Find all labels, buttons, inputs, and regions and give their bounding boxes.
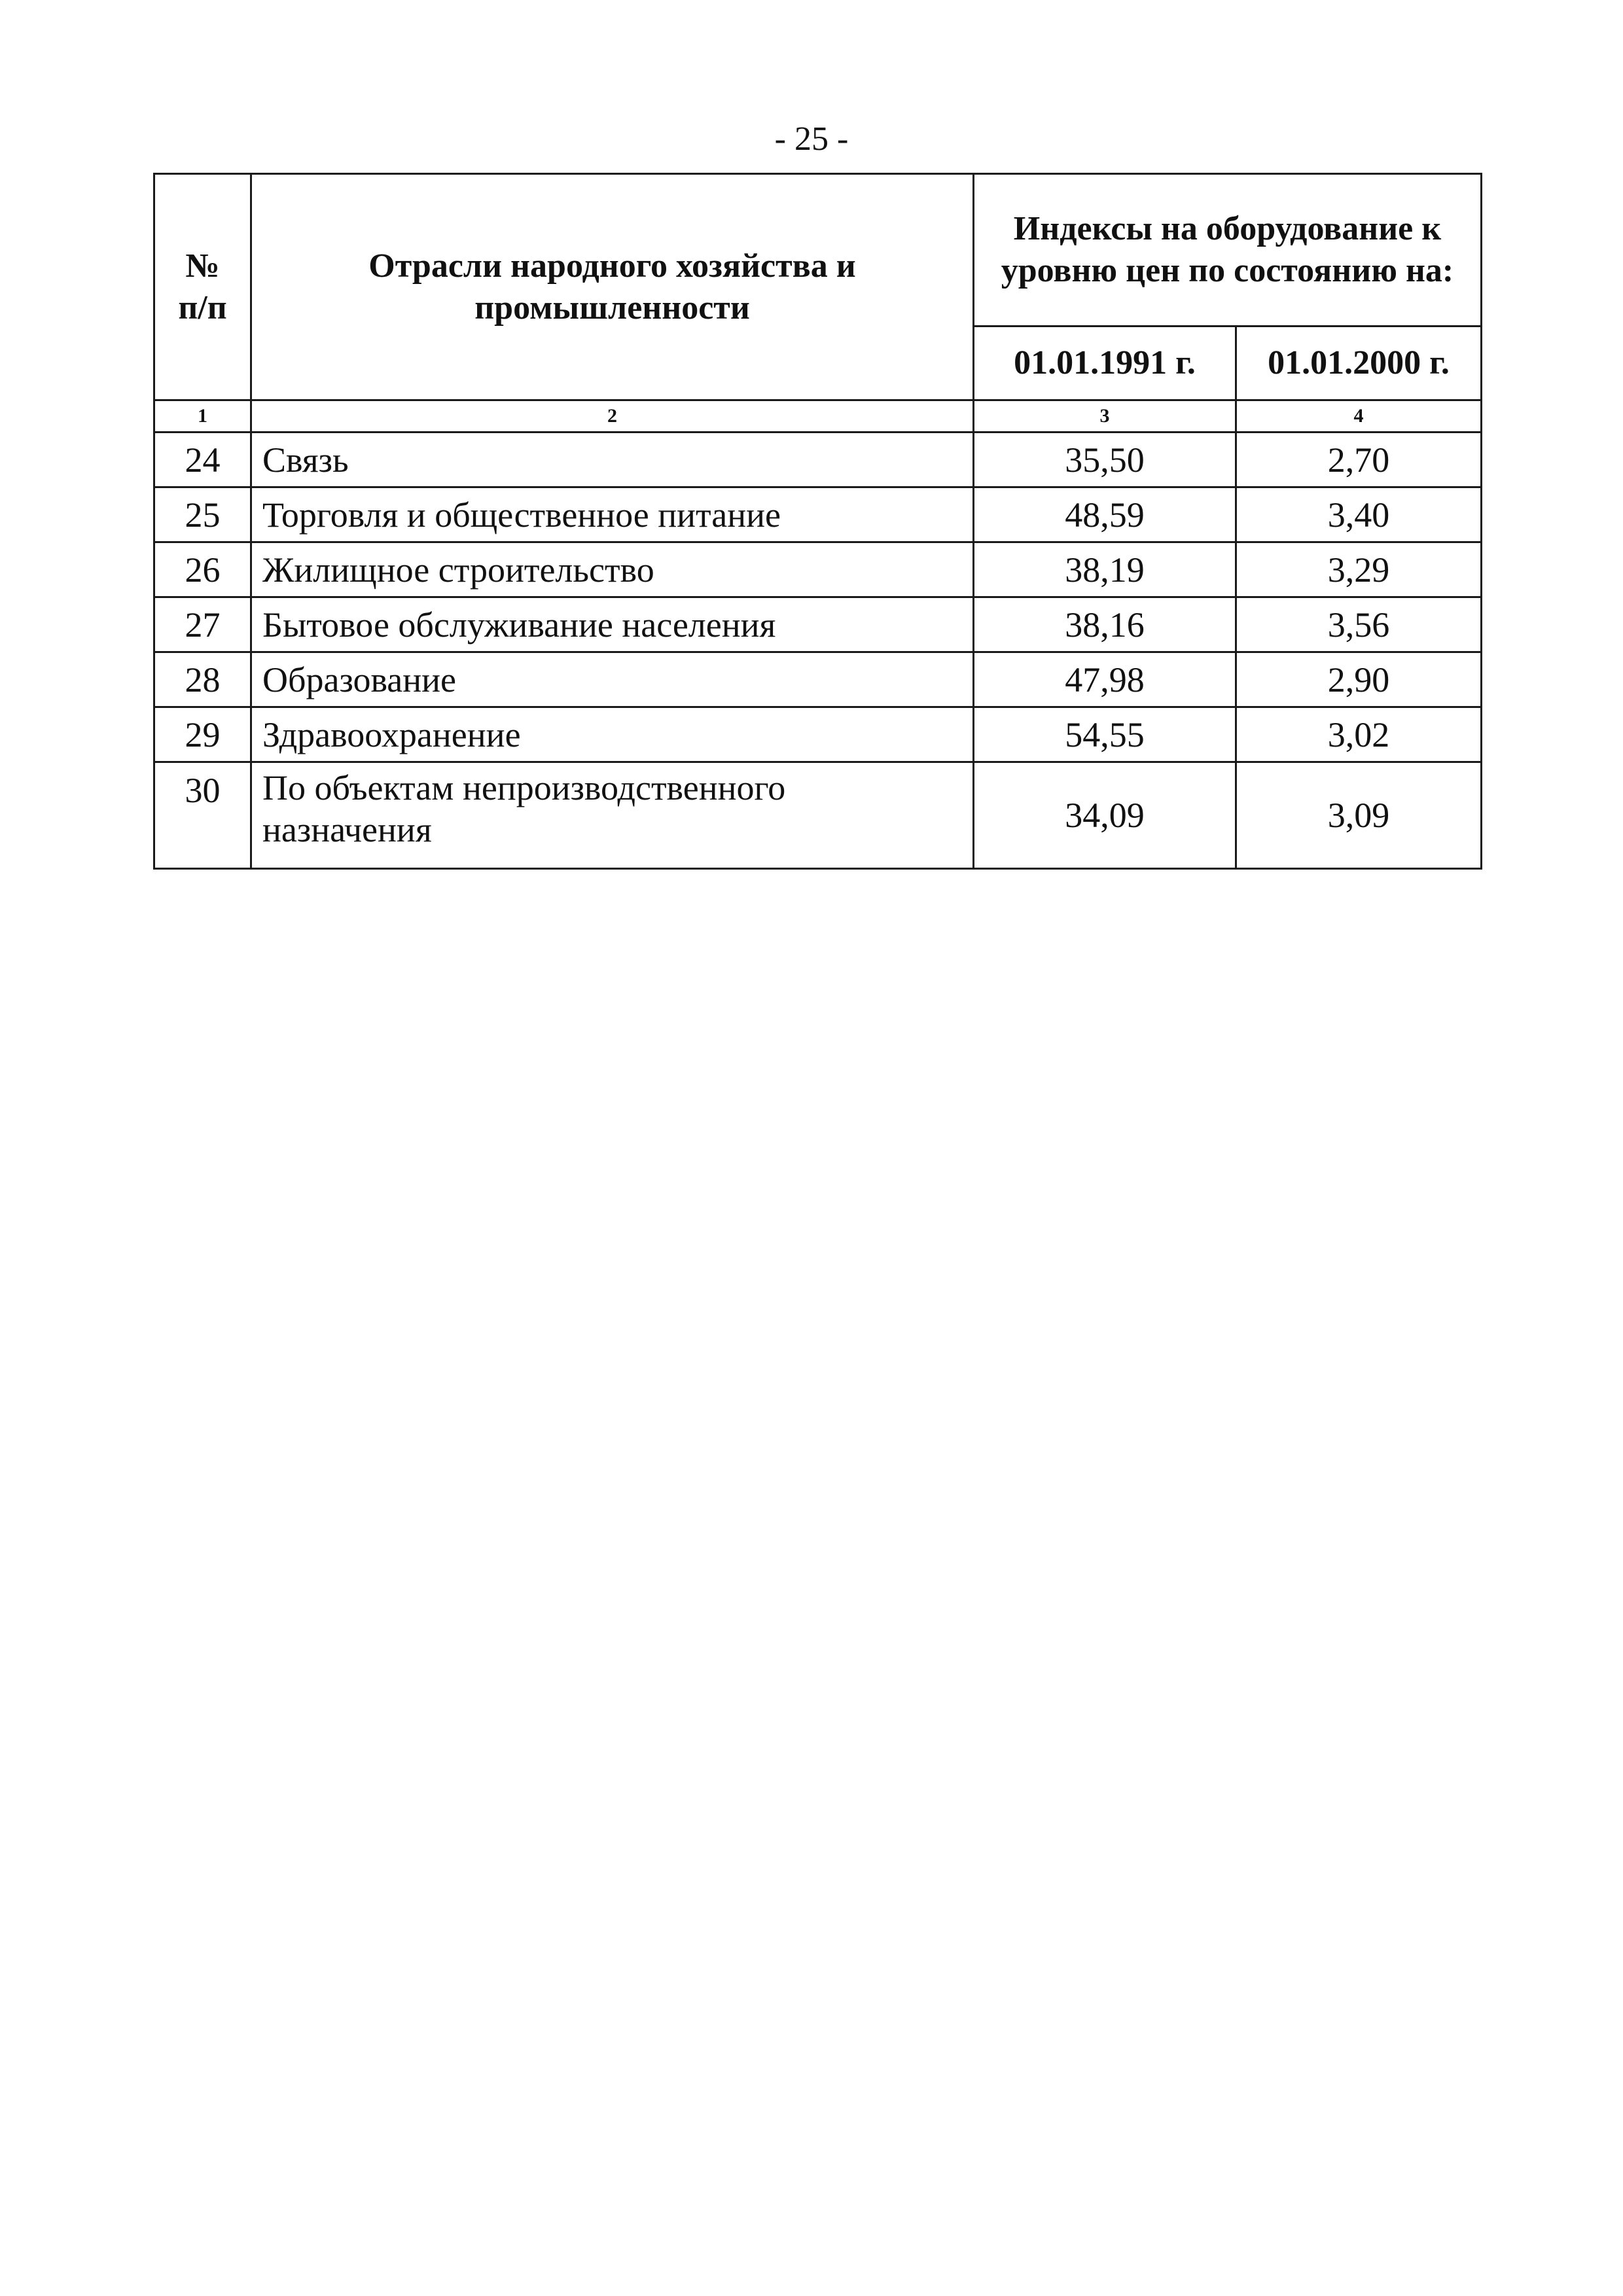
- column-number: 1: [154, 400, 251, 433]
- industry-name: Здравоохранение: [251, 707, 974, 762]
- industry-name: По объектам непроизводственного назначения: [251, 762, 974, 869]
- index-2000: 3,02: [1236, 707, 1482, 762]
- index-1991: 38,19: [974, 542, 1236, 597]
- index-2000: 2,90: [1236, 652, 1482, 707]
- index-1991: 34,09: [974, 762, 1236, 869]
- row-number: 26: [154, 542, 251, 597]
- row-number: 28: [154, 652, 251, 707]
- index-1991: 48,59: [974, 487, 1236, 542]
- column-number: 3: [974, 400, 1236, 433]
- row-number: 25: [154, 487, 251, 542]
- index-2000: 3,09: [1236, 762, 1482, 869]
- table-row: [154, 707, 1482, 762]
- index-1991: 38,16: [974, 597, 1236, 652]
- industry-name: Торговля и общественное питание: [251, 487, 974, 542]
- page-number: - 25 -: [774, 120, 849, 158]
- header-industry-column: Отрасли народного хозяйства и промышленности: [251, 174, 974, 400]
- column-number-row: [154, 400, 1482, 433]
- row-number: 29: [154, 707, 251, 762]
- header-date-1991: 01.01.1991 г.: [974, 327, 1236, 400]
- table-row: [154, 762, 1482, 869]
- price-index-table: [153, 173, 1482, 870]
- index-1991: 47,98: [974, 652, 1236, 707]
- index-2000: 3,40: [1236, 487, 1482, 542]
- index-2000: 3,56: [1236, 597, 1482, 652]
- industry-name: Образование: [251, 652, 974, 707]
- header-date-2000: 01.01.2000 г.: [1236, 327, 1482, 400]
- table-row: [154, 487, 1482, 542]
- index-2000: 2,70: [1236, 433, 1482, 487]
- table-row: [154, 652, 1482, 707]
- industry-name: Жилищное строительство: [251, 542, 974, 597]
- industry-name: Связь: [251, 433, 974, 487]
- table-row: [154, 542, 1482, 597]
- header-index-group: Индексы на оборудование к уровню цен по состоянию на:: [974, 174, 1482, 327]
- header-number-column: № п/п: [154, 174, 251, 400]
- index-2000: 3,29: [1236, 542, 1482, 597]
- column-number: 2: [251, 400, 974, 433]
- index-1991: 35,50: [974, 433, 1236, 487]
- table-row: [154, 597, 1482, 652]
- row-number: 24: [154, 433, 251, 487]
- row-number: 30: [154, 762, 251, 869]
- row-number: 27: [154, 597, 251, 652]
- industry-name: Бытовое обслуживание населения: [251, 597, 974, 652]
- table-row: [154, 433, 1482, 487]
- column-number: 4: [1236, 400, 1482, 433]
- table-header-row: [154, 174, 1482, 327]
- index-1991: 54,55: [974, 707, 1236, 762]
